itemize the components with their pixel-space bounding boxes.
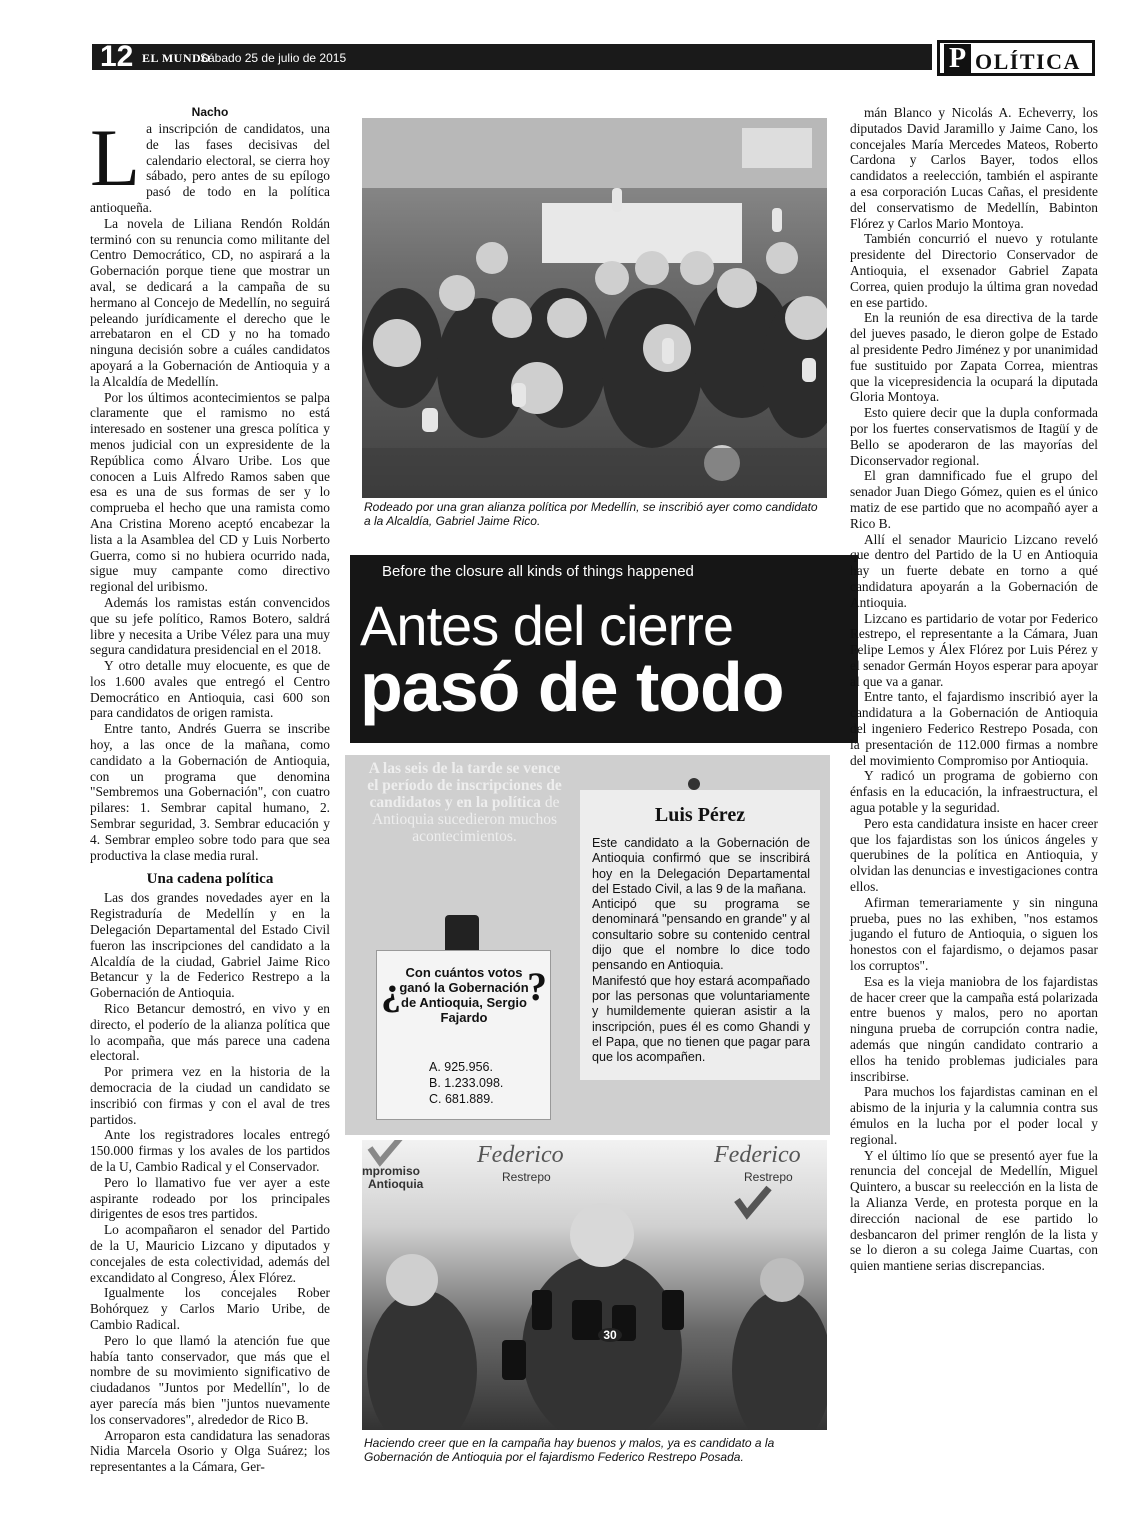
quiz-open-mark: ¿ xyxy=(381,968,401,1013)
article-deck xyxy=(362,760,567,845)
article-paragraph: Pero lo llamativo fue ver ayer a este aspirante rodeado por los principales dirigentes de esos tres partidos. xyxy=(90,1174,330,1222)
article-paragraph: mán Blanco y Nicolás A. Echeverry, los diputados David Jaramillo y Jaime Cano, los concejales María Mercedes Mateos, Roberto Cardona y Carlos Bayer, todos ellos candidatos a reelección, también el aspirante a esa corporación Lucas Cañas, el presidente del conservatismo de Medellín, Babinton Flórez y Carlos Mario Montoya. xyxy=(850,105,1098,231)
sidebar-note xyxy=(580,790,820,1080)
sidebar-title: Luis Pérez xyxy=(654,804,746,826)
quiz-option: B. 1.233.098. xyxy=(429,1076,504,1090)
article-paragraph: Las dos grandes novedades ayer en la Registraduría de Medellín y en la Delegación Departamental del Estado Civil fueron las inscripciones del candidato a la Alcaldía de la ciudad, Gabriel Jaime Rico Betancur y la de Federico Restrepo a la Gobernación de Antioquia. xyxy=(90,890,330,1001)
issue-date: Sábado 25 de julio de 2015 xyxy=(200,51,347,65)
article-paragraph: Para muchos los fajardistas caminan en el abismo de la injuria y la calumnia contra sus émulos en la lucha por el poder local y regional. xyxy=(850,1084,1098,1147)
sidebar-body xyxy=(592,836,810,1065)
logo-name-top: Federico xyxy=(477,1142,564,1168)
quiz-card xyxy=(376,950,551,1120)
article-paragraph: Esa es la vieja maniobra de los fajardistas de hacer creer que la campaña está polarizada entre buenos y malos, pero no aportan ninguna prueba de corrupción contra nadie, además que ningún candidato contrario a ellos ha tenido problemas judiciales para inscribirse. xyxy=(850,973,1098,1084)
article-paragraph: Entre tanto, el fajardismo inscribió ayer la candidatura a la Gobernación de Antioquia del ingeniero Federico Restrepo Posada, con la presentación de 112.000 firmas a nombre del movimiento Compromiso por Antioquia. xyxy=(850,689,1098,768)
section-name: OLÍTICA xyxy=(975,49,1081,74)
logo-name-bottom: Restrepo xyxy=(502,1170,551,1184)
quiz-option: C. 681.889. xyxy=(429,1092,494,1106)
article-paragraph: Y el último lío que se presentó ayer fue la renuncia del concejal de Medellín, Miguel Quintero, a buscar su reelección en la lista de la Alianza Verde, en protesta porque en la dirección nacional de ese partido lo desbancaron del primer renglón de la lista y se lo dieron a su colega Jaime Cuartas, con quien mantiene serias discrepancias. xyxy=(850,1147,1098,1274)
page-header xyxy=(92,40,1095,78)
article-paragraph: Lizcano es partidario de votar por Federico Restrepo, el representante a la Cámara, Juan Felipe Lemos y Álex Flórez por Luis Pérez y el senador Germán Hoyos esperar para apoyar al que va a ganar. xyxy=(850,610,1098,689)
article-paragraph: Lo acompañaron el senador del Partido de la U, Mauricio Lizcano y diputados y concejales de esta colectividad, además del excandidato al Congreso, Álex Flórez. xyxy=(90,1222,330,1285)
column-right xyxy=(850,105,1098,1274)
column-right-body xyxy=(850,105,1098,1274)
headline-line-2: pasó de todo xyxy=(360,648,784,726)
photo-crowd-illustration xyxy=(362,118,827,498)
sidebar-paragraph: Manifestó que hoy estará acompañado por las personas que voluntariamente y humildemente quieran asistir a la inscripción, pues él es como Ghandi y el Papa, que no tienen que pagar para que los acompañen. xyxy=(592,973,810,1065)
article-paragraph: También concurrió el nuevo y rotulante presidente del Directorio Conservador de Antioquia, el exsenador Gabriel Zapata Correa, quien produjo la última gran novedad en ese partido. xyxy=(850,231,1098,310)
subhead: Una cadena política xyxy=(146,871,274,888)
drop-cap: L xyxy=(90,112,141,203)
byline: Nacho xyxy=(191,105,229,119)
logo-antioquia: Antioquia xyxy=(368,1177,424,1191)
deck-regular: de Antioquia sucedieron muchos acontecimientos. xyxy=(371,794,560,845)
quiz-question: Con cuántos votos ganó la Gobernación de Antioquia, Sergio Fajardo xyxy=(399,965,529,1025)
article-paragraph: Ante los registradores locales entregó 150.000 firmas y los avales de los partidos de la U, Cambio Radical y el Conservador. xyxy=(90,1127,330,1174)
article-paragraph: Por primera vez en la historia de la democracia de la ciudad un candidato se inscribió con firmas y con el aval de tres partidos. xyxy=(90,1064,330,1127)
page-number: 12 xyxy=(100,40,134,73)
headline-line-1: Antes del cierre xyxy=(360,594,734,657)
deck-bold: A las seis de la tarde se vence el período de inscripciones de candidatos y en la política xyxy=(367,760,562,811)
article-paragraph: Esto quiere decir que la dupla conformada por los fuertes conservatismos de Itagüí y de Bello se apoderaron de las mayorías del Diconservador regional. xyxy=(850,405,1098,468)
headline-kicker: Before the closure all kinds of things happened xyxy=(382,563,694,580)
photo2-caption: Haciendo creer que en la campaña hay buenos y malos, ya es candidato a la Gobernación de Antioquia por el fajardismo Federico Restrepo Posada. xyxy=(364,1436,775,1464)
article-paragraph: Afirman temerariamente y sin ninguna prueba, pues no las exhiben, "nos estamos jugando el futuro de Antioquia, o siguen los honestos con el fajardismo, o dejamos pasar los corruptos". xyxy=(850,894,1098,974)
column-left xyxy=(90,105,330,1475)
newspaper-name: EL MUNDO xyxy=(142,51,212,65)
article-paragraph: La novela de Liliana Rendón Roldán terminó con su renuncia como militante del Centro Democrático, CD, no aspirará a la Gobernación porque tiene que mostrar un aval, se dedicará a la campaña de su hermano al Concejo de Medellín, no seguirá peleando jurídicamente el derecho que le arrebataron en el CD y no ha tomado ninguna decisión sobre a cuáles candidatos apoyará a la Gobernación de Antioquia y a la Alcaldía de Medellín. xyxy=(90,215,330,389)
column-left-body-2 xyxy=(90,890,330,1474)
logo-compromiso: mpromiso xyxy=(362,1164,421,1178)
article-paragraph: Y radicó un programa de gobierno con énfasis en la educación, la infraestructura, el agua potable y la seguridad. xyxy=(850,768,1098,816)
sidebar-paragraph: Este candidato a la Gobernación de Antioquia confirmó que se inscribirá hoy en la Delegación Departamental del Estado Civil, a las 9 de la mañana. xyxy=(592,836,810,896)
article-paragraph: Pero lo que llamó la atención fue que había tanto conservador, que más que el nombre de su movimiento significativo de ciudadanos "Juntos por Medellín", lo de ayer parecía más bien "juntos nuevamente los conservadores", alrededor de Rico B. xyxy=(90,1332,330,1427)
article-paragraph: En la reunión de esa directiva de la tarde del jueves pasado, le dieron golpe de Estado al presidente Pedro Jiménez y por unanimidad fue sustituido por Zapata Correa, mientras que la vicepresidencia la ocupará la diputada Gloria Montoya. xyxy=(850,310,1098,405)
logo-name-top-right: Federico xyxy=(714,1142,801,1168)
article-paragraph: Allí el senador Mauricio Lizcano reveló que dentro del Partido de la U en Antioquia hay un fuerte debate en torno a qué candidatura apoyarán a la Gobernación de Antioquia. xyxy=(850,531,1098,610)
article-paragraph: Y otro detalle muy elocuente, es que de los 1.600 avales que entregó el Centro Democrático en Antioquia, casi 600 son para candidatos de origen ramista. xyxy=(90,658,330,721)
photo-candidate-interview xyxy=(362,1140,827,1430)
article-paragraph: Además los ramistas están convencidos que su jefe político, Ramos Botero, saldrá libre y necesita a Uribe Vélez para una muy segura candidatura presidencial en el 2018. xyxy=(90,594,330,658)
article-paragraph: La inscripción de candidatos, una de las fases decisivas del calendario electoral, se cierra hoy sábado, pero antes de su epílogo pasó de todo en la política antioqueña. xyxy=(90,112,330,215)
section-initial: P xyxy=(944,44,971,74)
article-paragraph: El gran damnificado fue el grupo del senador Juan Diego Gómez, quien es el único matiz de ese partido que no acompañó ayer a Rico B. xyxy=(850,468,1098,531)
article-paragraph: Rico Betancur demostró, en vivo y en directo, el poderío de la alianza política que lo acompaña, que más parece una cadena electoral. xyxy=(90,1001,330,1064)
photo1-caption: Rodeado por una gran alianza política por Medellín, se inscribió ayer como candidato a la Alcaldía, Gabriel Jaime Rico. xyxy=(364,500,818,528)
section-label xyxy=(937,40,1095,76)
logo-name-bottom-right: Restrepo xyxy=(744,1170,793,1184)
article-paragraph: Por los últimos acontecimientos se palpa claramente que el ramismo no está interesado en sostener una gresca política y menos judicial con un expresidente de la República como Álvaro Uribe. Los que conocen a Luis Alfredo Ramos saben que esa es una de sus formas de ser y lo comprueba el hecho que una ramista como Ana Cristina Moreno aceptó encabezar la lista a la Asamblea del CD y Luis Norberto Guerra, como si no hubiera ocurrido nada, sigue muy campante como directivo regional del uribismo. xyxy=(90,389,330,595)
microphone-label: 30 xyxy=(598,1328,622,1342)
pushpin-icon xyxy=(688,778,700,790)
article-paragraph: Pero esta candidatura insiste en hacer creer que los fajardistas son los únicos ángeles y querubines de la política en Antioquia, y olvidan las denuncias e investigaciones contra ellos. xyxy=(850,815,1098,895)
quiz-option: A. 925.956. xyxy=(429,1060,493,1074)
headline-box xyxy=(350,555,858,743)
photo-group-candidates xyxy=(362,118,827,498)
article-paragraph: Entre tanto, Andrés Guerra se inscribe hoy, a las once de la mañana, como candidato a la Gobernación de Antioquia, con un programa que denomina "Sembremos una Gobernación", con cuatro pilares: 1. Sembrar capital humano, 2. Sembrar seguridad, 3. Sembrar educación y 4. Sembrar empleo sobre todo para que sea productiva la clase media rural. xyxy=(90,721,330,863)
article-paragraph: Arroparon esta candidatura las senadoras Nidia Marcela Osorio y Olga Suárez; los representantes a la Cámara, Ger- xyxy=(90,1427,330,1475)
quiz-options xyxy=(429,1059,503,1107)
quiz-close-mark: ? xyxy=(527,964,547,1009)
sidebar-paragraph: Anticipó que su programa se denominará "pensando en grande" y al consultario sobre su contenido central dijo que el nombre lo dice todo pensando en Antioquia. xyxy=(592,897,810,973)
article-paragraph: Igualmente los concejales Rober Bohórquez y Carlos Mario Uribe, de Cambio Radical. xyxy=(90,1285,330,1332)
